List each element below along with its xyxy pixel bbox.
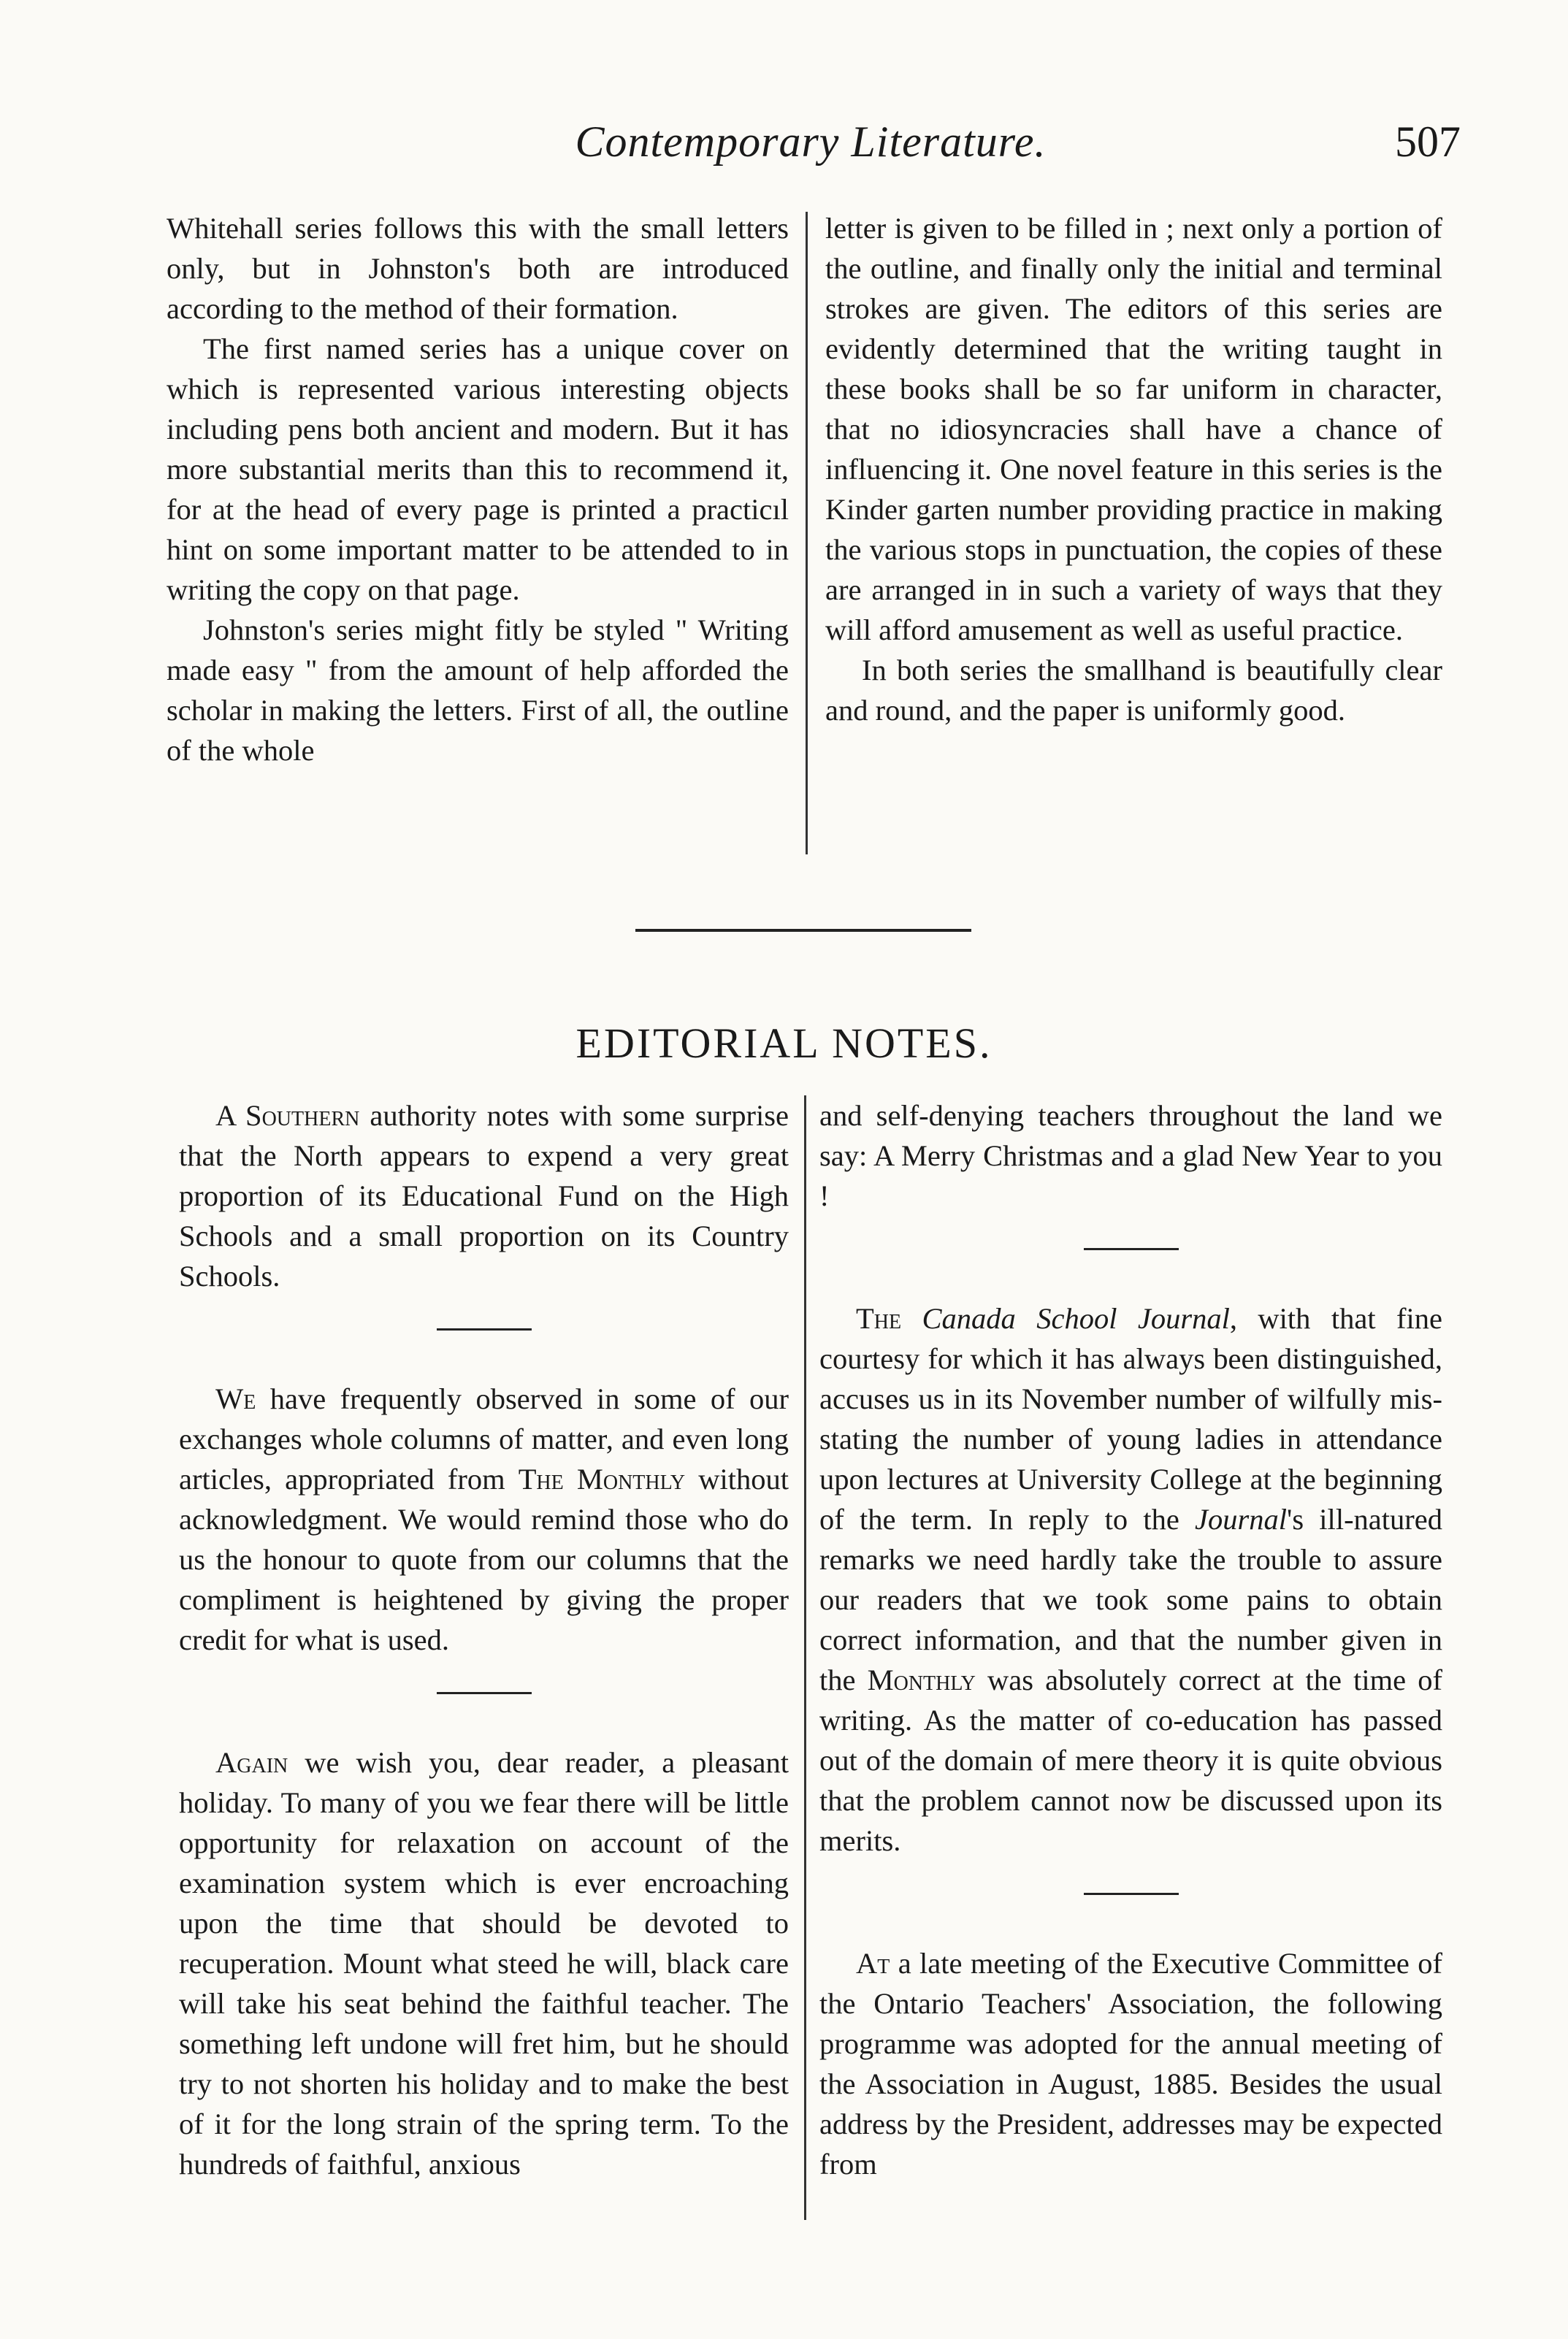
note-lead: Again [215, 1746, 288, 1779]
note-divider [1084, 1893, 1179, 1895]
editorial-note [819, 1298, 1442, 1861]
editorial-note [179, 1379, 789, 1660]
page-number: 507 [1395, 118, 1461, 166]
paragraph: Johnston's series might fitly be styled " Writing made easy " from the amount of help afforded the scholar in making the letters. First of all, the outline of the whole [167, 613, 789, 767]
note-text: without acknowledgment. We would remind those who do us the honour to quote from our columns that the compliment is heightened by giving the proper credit for what is used. [179, 1463, 789, 1656]
page-header [161, 117, 1461, 175]
running-title: Contemporary Literature. [575, 118, 1047, 166]
journal-title-short: Journal [1195, 1503, 1288, 1536]
note-text: was absolutely correct at the time of writing. As the matter of co-education has passed out of the domain of mere theory it is quite obvious that the problem cannot now be discussed upon its merits. [819, 1664, 1442, 1857]
note-divider [1084, 1248, 1179, 1250]
editorial-note [819, 1943, 1442, 2184]
paragraph: letter is given to be filled in ; next only a portion of the outline, and finally only the initial and terminal strokes are given. The editors of this series are evidently determined that the writing taught in these books shall be so far uniform in character, that no idiosyncracies shall have a chance of influencing it. One novel feature in this series is the Kinder garten number providing practice in making the various stops in punctuation, the copies of these are arranged in in such a variety of ways that they will afford amusement as well as useful practice. [825, 212, 1442, 646]
paragraph: Whitehall series follows this with the small letters only, but in Johnston's both are introduced according to the method of their formation. [167, 212, 789, 325]
editorial-note [179, 1742, 789, 2184]
note-text: we wish you, dear reader, a pleasant holiday. To many of you we fear there will be little opportunity for relaxation on account of the examination system which is ever encroaching upon the time that should be devoted to recuperation. Mount what steed he will, black care will take his seat behind the faithful teacher. The something left undone will fret him, but he should try to not shorten his holiday and to make the best of it for the long strain of the spring term. To the hundreds of faithful, anxious [179, 1746, 789, 2181]
magazine-name: The Monthly [518, 1463, 686, 1496]
section-divider [635, 929, 971, 932]
note-text: , with that fine courtesy for which it has always been distinguished, accuses us in its November number of wilfully mis-stating the number of young ladies in attendance upon lectures at University College at the beginning of the term. In reply to the [819, 1302, 1443, 1536]
note-text: have frequently observed in some of our exchanges whole columns of matter, and even long articles, appropriated from [179, 1382, 789, 1496]
note-lead: The [856, 1302, 902, 1335]
note-continuation: and self-denying teachers throughout the land we say: A Merry Christmas and a glad New Year to you ! [819, 1099, 1442, 1212]
note-lead: A Southern [215, 1099, 360, 1132]
note-text: 's ill-natured remarks we need hardly take the trouble to assure our readers that we took some pains to obtain correct information, and that the number given in the [819, 1503, 1442, 1696]
magazine-name: Monthly [867, 1664, 976, 1696]
journal-title: Canada School Journal [922, 1302, 1230, 1335]
top-right-column [825, 208, 1442, 730]
editorial-right-column [819, 1095, 1442, 2184]
paragraph: In both series the smallhand is beautifully clear and round, and the paper is uniformly good. [825, 654, 1442, 727]
note-divider [437, 1692, 532, 1694]
editorial-note [179, 1095, 789, 1296]
top-left-column [167, 208, 789, 770]
column-divider [806, 212, 808, 854]
note-lead: At [856, 1947, 890, 1980]
paragraph: The first named series has a unique cover on which is represented various interesting objects including pens both ancient and modern. But it has more substantial merits than this to recommend it, for at the head of every page is printed a practicıl hint on some important matter to be attended to in writing the copy on that page. [167, 332, 789, 606]
note-text: authority notes with some surprise that the North appears to expend a very great proportion of its Educational Fund on the High Schools and a small proportion on its Country Schools. [179, 1099, 789, 1293]
note-divider [437, 1328, 532, 1331]
column-divider [804, 1095, 806, 2220]
section-title: EDITORIAL NOTES. [575, 1019, 993, 1067]
editorial-left-column [179, 1095, 789, 2184]
note-text: a late meeting of the Executive Committee of the Ontario Teachers' Association, the following programme was adopted for the annual meeting of the Association in August, 1885. Besides the usual address by the President, addresses may be expected from [819, 1947, 1442, 2181]
note-lead: We [215, 1382, 256, 1415]
